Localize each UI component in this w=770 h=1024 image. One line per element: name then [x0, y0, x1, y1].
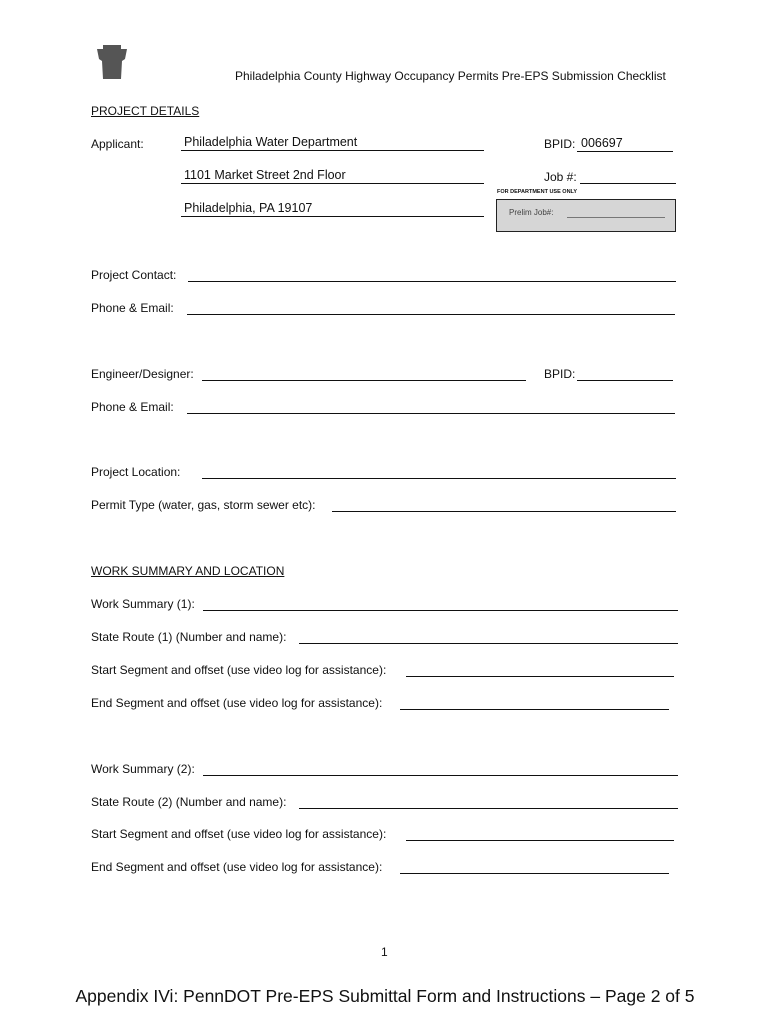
engineer-phone-email-field[interactable]: [187, 413, 675, 414]
department-use-only-label: FOR DEPARTMENT USE ONLY: [497, 189, 578, 195]
start-segment-2-label: Start Segment and offset (use video log for assistance):: [91, 827, 387, 841]
page-number: 1: [381, 945, 388, 959]
footer-caption: Appendix IVi: PennDOT Pre-EPS Submittal Form and Instructions – Page 2 of 5: [75, 986, 695, 1006]
end-segment-2-field[interactable]: [400, 873, 669, 874]
start-segment-1-label: Start Segment and offset (use video log for assistance):: [91, 663, 387, 677]
applicant-label: Applicant:: [91, 137, 144, 151]
department-use-box: [496, 199, 676, 232]
phone-email-field[interactable]: [187, 314, 675, 315]
work-summary-2-label: Work Summary (2):: [91, 762, 195, 776]
project-contact-field[interactable]: [188, 281, 676, 282]
work-summary-heading: WORK SUMMARY AND LOCATION: [91, 564, 285, 578]
engineer-field[interactable]: [202, 380, 526, 381]
engineer-bpid-field[interactable]: [577, 380, 673, 381]
project-location-label: Project Location:: [91, 465, 181, 479]
bpid-label: BPID:: [544, 137, 576, 151]
start-segment-1-field[interactable]: [406, 676, 674, 677]
state-route-2-label: State Route (2) (Number and name):: [91, 795, 287, 809]
permit-type-label: Permit Type (water, gas, storm sewer etc):: [91, 498, 316, 512]
state-route-2-field[interactable]: [299, 808, 678, 809]
work-summary-2-field[interactable]: [203, 775, 678, 776]
engineer-label: Engineer/Designer:: [91, 367, 194, 381]
job-line: [580, 183, 676, 184]
applicant-name-field[interactable]: Philadelphia Water Department: [184, 135, 358, 149]
engineer-phone-email-label: Phone & Email:: [91, 400, 174, 414]
form-title: Philadelphia County Highway Occupancy Permits Pre-EPS Submission Checklist: [235, 69, 666, 83]
bpid-field[interactable]: 006697: [581, 136, 623, 150]
end-segment-1-label: End Segment and offset (use video log for assistance):: [91, 696, 383, 710]
work-summary-1-label: Work Summary (1):: [91, 597, 195, 611]
applicant-name-line: [181, 150, 484, 151]
applicant-address-field[interactable]: 1101 Market Street 2nd Floor: [184, 168, 346, 182]
applicant-city-line: [181, 216, 484, 217]
work-summary-1-field[interactable]: [203, 610, 678, 611]
project-details-heading: PROJECT DETAILS: [91, 104, 200, 118]
end-segment-1-field[interactable]: [400, 709, 669, 710]
project-location-field[interactable]: [202, 478, 676, 479]
state-route-1-label: State Route (1) (Number and name):: [91, 630, 287, 644]
project-contact-label: Project Contact:: [91, 268, 177, 282]
end-segment-2-label: End Segment and offset (use video log for assistance):: [91, 860, 383, 874]
engineer-bpid-label: BPID:: [544, 367, 576, 381]
prelim-job-label: Prelim Job#:: [509, 208, 554, 217]
applicant-address-line: [181, 183, 484, 184]
state-route-1-field[interactable]: [299, 643, 678, 644]
bpid-line: [577, 151, 673, 152]
job-label: Job #:: [544, 170, 577, 184]
keystone-logo: [97, 45, 127, 79]
prelim-job-line[interactable]: [567, 217, 665, 218]
start-segment-2-field[interactable]: [406, 840, 674, 841]
applicant-city-field[interactable]: Philadelphia, PA 19107: [184, 201, 313, 215]
phone-email-label: Phone & Email:: [91, 301, 174, 315]
permit-type-field[interactable]: [332, 511, 676, 512]
